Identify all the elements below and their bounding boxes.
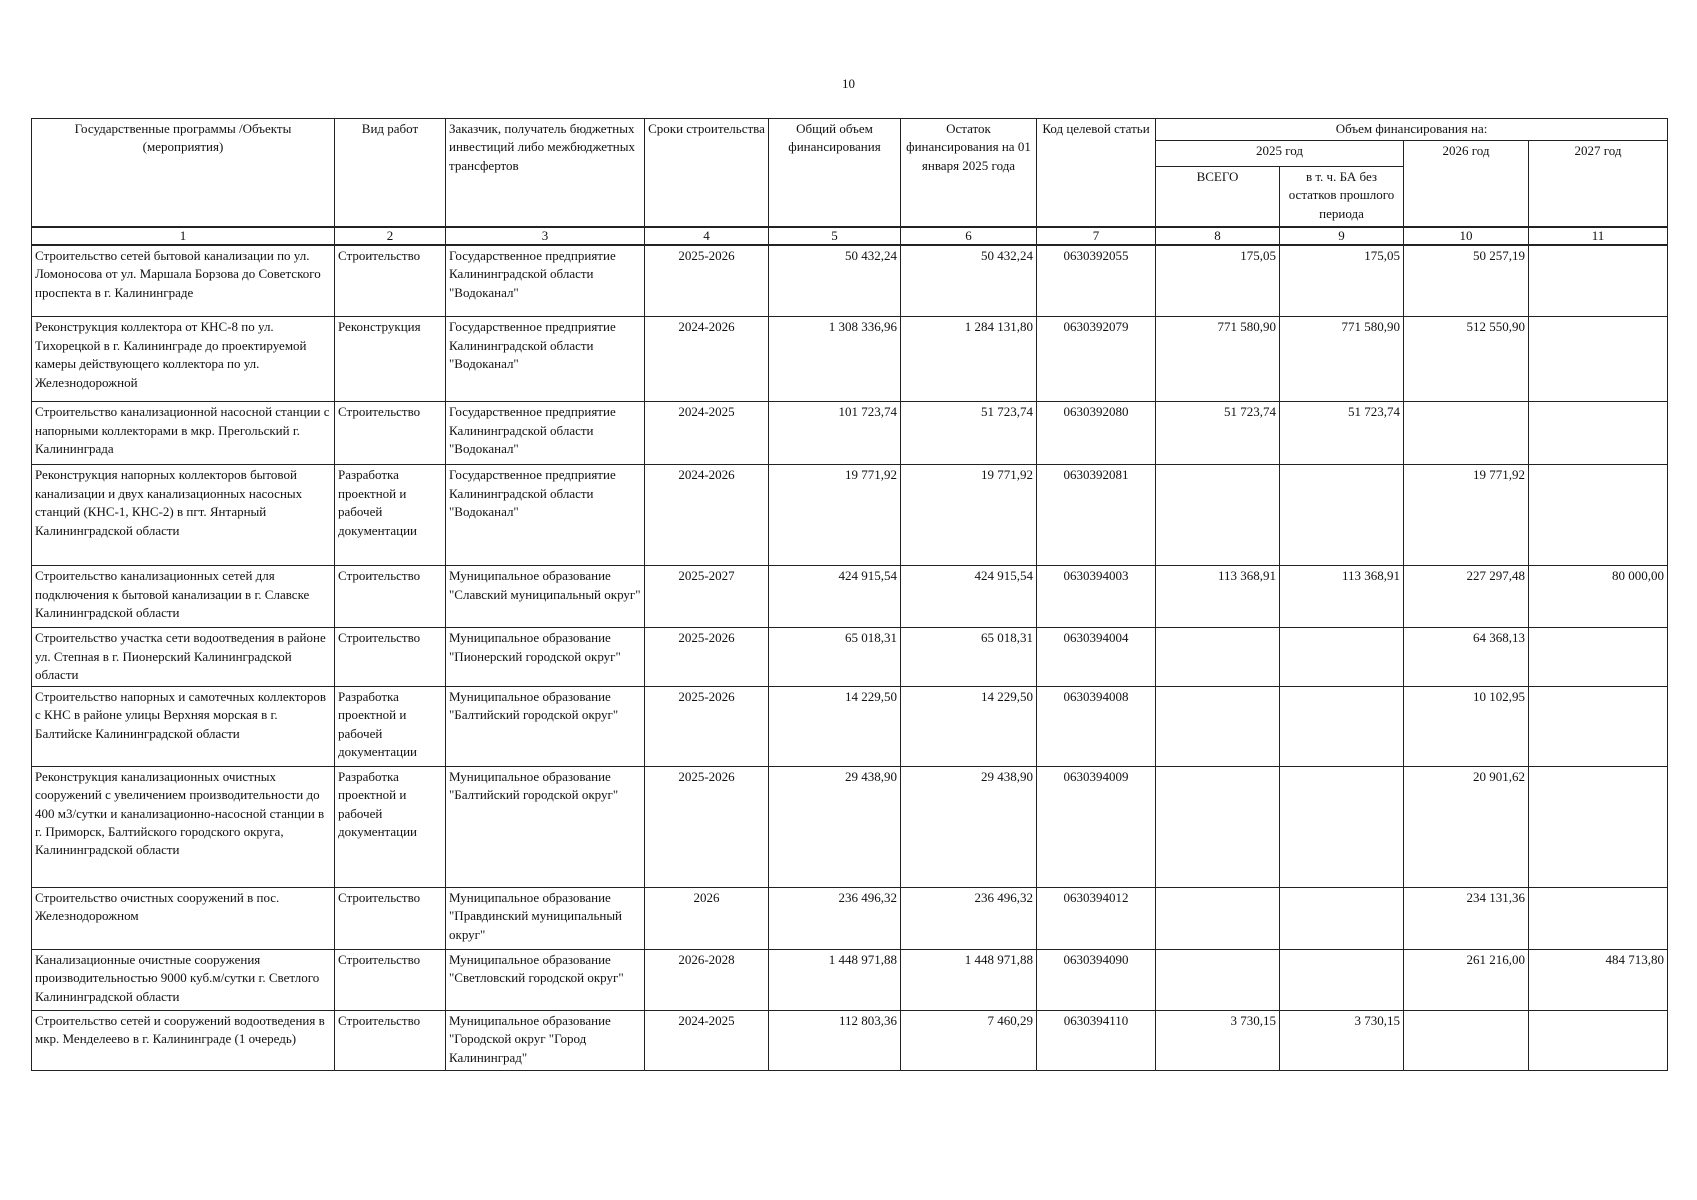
- total-amount: 14 229,50: [769, 686, 901, 766]
- terms: 2024-2026: [645, 317, 769, 402]
- target-code: 0630394004: [1037, 628, 1156, 686]
- terms: 2025-2026: [645, 686, 769, 766]
- amount-2026: 50 257,19: [1404, 245, 1529, 317]
- terms: 2024-2025: [645, 1010, 769, 1070]
- amount-2026: 20 901,62: [1404, 766, 1529, 887]
- amount-2026: 19 771,92: [1404, 465, 1529, 566]
- header-2025: 2025 год: [1156, 141, 1404, 167]
- amount-2027: [1529, 317, 1668, 402]
- financing-table: [31, 118, 1668, 1071]
- target-code: 0630392081: [1037, 465, 1156, 566]
- remainder-amount: 236 496,32: [901, 887, 1037, 949]
- remainder-amount: 14 229,50: [901, 686, 1037, 766]
- amount-2025-ba: 113 368,91: [1280, 566, 1404, 628]
- amount-2027: [1529, 465, 1668, 566]
- terms: 2026: [645, 887, 769, 949]
- column-index: 10: [1404, 227, 1529, 245]
- amount-2026: [1404, 402, 1529, 465]
- table-row: [32, 766, 1668, 887]
- customer: Муниципальное образование "Пионерский городской округ": [446, 628, 645, 686]
- header-funding: Объем финансирования на:: [1156, 119, 1668, 141]
- header-2025-ba: в т. ч. БА без остатков прошлого периода: [1280, 167, 1404, 227]
- amount-2027: [1529, 1010, 1668, 1070]
- customer: Муниципальное образование "Правдинский муниципальный округ": [446, 887, 645, 949]
- header-customer: Заказчик, получатель бюджетных инвестиций либо межбюджетных трансфертов: [446, 119, 645, 227]
- terms: 2025-2026: [645, 245, 769, 317]
- amount-2025-ba: 51 723,74: [1280, 402, 1404, 465]
- amount-2027: [1529, 887, 1668, 949]
- amount-2026: 10 102,95: [1404, 686, 1529, 766]
- table-row: [32, 465, 1668, 566]
- target-code: 0630394110: [1037, 1010, 1156, 1070]
- customer: Государственное предприятие Калининградской области "Водоканал": [446, 245, 645, 317]
- target-code: 0630394003: [1037, 566, 1156, 628]
- total-amount: 112 803,36: [769, 1010, 901, 1070]
- amount-2025-total: 175,05: [1156, 245, 1280, 317]
- table-row: [32, 402, 1668, 465]
- amount-2026: 512 550,90: [1404, 317, 1529, 402]
- total-amount: 19 771,92: [769, 465, 901, 566]
- work-type: Строительство: [335, 566, 446, 628]
- remainder-amount: 65 018,31: [901, 628, 1037, 686]
- amount-2025-ba: [1280, 887, 1404, 949]
- header-programs: Государственные программы /Объекты (мероприятия): [32, 119, 335, 227]
- amount-2027: [1529, 766, 1668, 887]
- amount-2025-total: 113 368,91: [1156, 566, 1280, 628]
- amount-2026: 261 216,00: [1404, 949, 1529, 1010]
- amount-2025-ba: 771 580,90: [1280, 317, 1404, 402]
- customer: Муниципальное образование "Балтийский городской округ": [446, 766, 645, 887]
- column-index-row: [32, 227, 1668, 245]
- table-row: [32, 566, 1668, 628]
- total-amount: 50 432,24: [769, 245, 901, 317]
- column-index: 7: [1037, 227, 1156, 245]
- work-type: Строительство: [335, 402, 446, 465]
- work-type: Разработка проектной и рабочей документации: [335, 766, 446, 887]
- terms: 2026-2028: [645, 949, 769, 1010]
- target-code: 0630392079: [1037, 317, 1156, 402]
- amount-2025-total: [1156, 465, 1280, 566]
- amount-2026: [1404, 1010, 1529, 1070]
- column-index: 1: [32, 227, 335, 245]
- column-index: 6: [901, 227, 1037, 245]
- table-row: [32, 686, 1668, 766]
- header-2026: 2026 год: [1404, 141, 1529, 227]
- target-code: 0630394090: [1037, 949, 1156, 1010]
- table-row: [32, 1010, 1668, 1070]
- work-type: Реконструкция: [335, 317, 446, 402]
- amount-2025-ba: [1280, 686, 1404, 766]
- amount-2027: 80 000,00: [1529, 566, 1668, 628]
- amount-2025-total: [1156, 949, 1280, 1010]
- target-code: 0630394012: [1037, 887, 1156, 949]
- table-row: [32, 317, 1668, 402]
- column-index: 8: [1156, 227, 1280, 245]
- amount-2025-total: [1156, 686, 1280, 766]
- amount-2027: [1529, 686, 1668, 766]
- remainder-amount: 29 438,90: [901, 766, 1037, 887]
- terms: 2024-2025: [645, 402, 769, 465]
- remainder-amount: 51 723,74: [901, 402, 1037, 465]
- terms: 2025-2026: [645, 628, 769, 686]
- target-code: 0630394009: [1037, 766, 1156, 887]
- total-amount: 65 018,31: [769, 628, 901, 686]
- amount-2025-total: [1156, 766, 1280, 887]
- customer: Государственное предприятие Калининградской области "Водоканал": [446, 402, 645, 465]
- column-index: 9: [1280, 227, 1404, 245]
- target-code: 0630392055: [1037, 245, 1156, 317]
- amount-2025-ba: [1280, 465, 1404, 566]
- customer: Муниципальное образование "Городской округ "Город Калининград": [446, 1010, 645, 1070]
- object-name: Строительство канализационной насосной станции с напорными коллекторами в мкр. Прегольский г. Калининграда: [32, 402, 335, 465]
- customer: Муниципальное образование "Балтийский городской округ": [446, 686, 645, 766]
- amount-2027: [1529, 245, 1668, 317]
- work-type: Строительство: [335, 949, 446, 1010]
- target-code: 0630394008: [1037, 686, 1156, 766]
- header-work-type: Вид работ: [335, 119, 446, 227]
- amount-2025-total: 3 730,15: [1156, 1010, 1280, 1070]
- amount-2027: [1529, 402, 1668, 465]
- object-name: Строительство напорных и самотечных коллекторов с КНС в районе улицы Верхняя морская в г. Балтийске Калининградской области: [32, 686, 335, 766]
- terms: 2024-2026: [645, 465, 769, 566]
- work-type: Строительство: [335, 1010, 446, 1070]
- total-amount: 424 915,54: [769, 566, 901, 628]
- total-amount: 29 438,90: [769, 766, 901, 887]
- work-type: Строительство: [335, 887, 446, 949]
- customer: Муниципальное образование "Славский муниципальный округ": [446, 566, 645, 628]
- total-amount: 101 723,74: [769, 402, 901, 465]
- terms: 2025-2027: [645, 566, 769, 628]
- column-index: 5: [769, 227, 901, 245]
- terms: 2025-2026: [645, 766, 769, 887]
- amount-2025-total: 771 580,90: [1156, 317, 1280, 402]
- header-2027: 2027 год: [1529, 141, 1668, 227]
- amount-2026: 64 368,13: [1404, 628, 1529, 686]
- object-name: Реконструкция канализационных очистных сооружений с увеличением производительности до 400 м3/сутки и канализационно-насосной станции в г. Приморск, Балтийского городского округа, Калининградской области: [32, 766, 335, 887]
- amount-2025-ba: [1280, 766, 1404, 887]
- amount-2026: 234 131,36: [1404, 887, 1529, 949]
- customer: Государственное предприятие Калининградской области "Водоканал": [446, 317, 645, 402]
- amount-2025-total: [1156, 887, 1280, 949]
- object-name: Строительство сетей бытовой канализации по ул. Ломоносова от ул. Маршала Борзова до Советского проспекта в г. Калининграде: [32, 245, 335, 317]
- total-amount: 1 308 336,96: [769, 317, 901, 402]
- object-name: Реконструкция напорных коллекторов бытовой канализации и двух канализационных насосных станций (КНС-1, КНС-2) в пгт. Янтарный Калининградской области: [32, 465, 335, 566]
- object-name: Строительство канализационных сетей для подключения к бытовой канализации в г. Славске Калининградской области: [32, 566, 335, 628]
- object-name: Канализационные очистные сооружения производительностью 9000 куб.м/сутки г. Светлого Калининградской области: [32, 949, 335, 1010]
- customer: Муниципальное образование "Светловский городской округ": [446, 949, 645, 1010]
- header-code: Код целевой статьи: [1037, 119, 1156, 227]
- remainder-amount: 424 915,54: [901, 566, 1037, 628]
- remainder-amount: 1 448 971,88: [901, 949, 1037, 1010]
- amount-2025-ba: [1280, 949, 1404, 1010]
- work-type: Разработка проектной и рабочей документации: [335, 686, 446, 766]
- work-type: Строительство: [335, 245, 446, 317]
- table-row: [32, 887, 1668, 949]
- header-2025-total: ВСЕГО: [1156, 167, 1280, 227]
- customer: Государственное предприятие Калининградской области "Водоканал": [446, 465, 645, 566]
- total-amount: 1 448 971,88: [769, 949, 901, 1010]
- header-total: Общий объем финансирования: [769, 119, 901, 227]
- column-index: 11: [1529, 227, 1668, 245]
- amount-2027: 484 713,80: [1529, 949, 1668, 1010]
- work-type: Строительство: [335, 628, 446, 686]
- amount-2025-ba: [1280, 628, 1404, 686]
- header-terms: Сроки строительства: [645, 119, 769, 227]
- table-row: [32, 245, 1668, 317]
- work-type: Разработка проектной и рабочей документации: [335, 465, 446, 566]
- amount-2025-ba: 175,05: [1280, 245, 1404, 317]
- remainder-amount: 7 460,29: [901, 1010, 1037, 1070]
- remainder-amount: 19 771,92: [901, 465, 1037, 566]
- object-name: Строительство очистных сооружений в пос. Железнодорожном: [32, 887, 335, 949]
- page-number: 10: [842, 76, 855, 91]
- amount-2026: 227 297,48: [1404, 566, 1529, 628]
- column-index: 4: [645, 227, 769, 245]
- object-name: Строительство сетей и сооружений водоотведения в мкр. Менделеево в г. Калининграде (1 очередь): [32, 1010, 335, 1070]
- remainder-amount: 1 284 131,80: [901, 317, 1037, 402]
- remainder-amount: 50 432,24: [901, 245, 1037, 317]
- table-row: [32, 949, 1668, 1010]
- table-row: [32, 628, 1668, 686]
- amount-2025-ba: 3 730,15: [1280, 1010, 1404, 1070]
- amount-2027: [1529, 628, 1668, 686]
- column-index: 2: [335, 227, 446, 245]
- object-name: Строительство участка сети водоотведения в районе ул. Степная в г. Пионерский Калининградской области: [32, 628, 335, 686]
- amount-2025-total: 51 723,74: [1156, 402, 1280, 465]
- amount-2025-total: [1156, 628, 1280, 686]
- object-name: Реконструкция коллектора от КНС-8 по ул. Тихорецкой в г. Калининграде до проектируемой камеры действующего коллектора по ул. Железнодорожной: [32, 317, 335, 402]
- total-amount: 236 496,32: [769, 887, 901, 949]
- column-index: 3: [446, 227, 645, 245]
- target-code: 0630392080: [1037, 402, 1156, 465]
- header-remainder: Остаток финансирования на 01 января 2025 года: [901, 119, 1037, 227]
